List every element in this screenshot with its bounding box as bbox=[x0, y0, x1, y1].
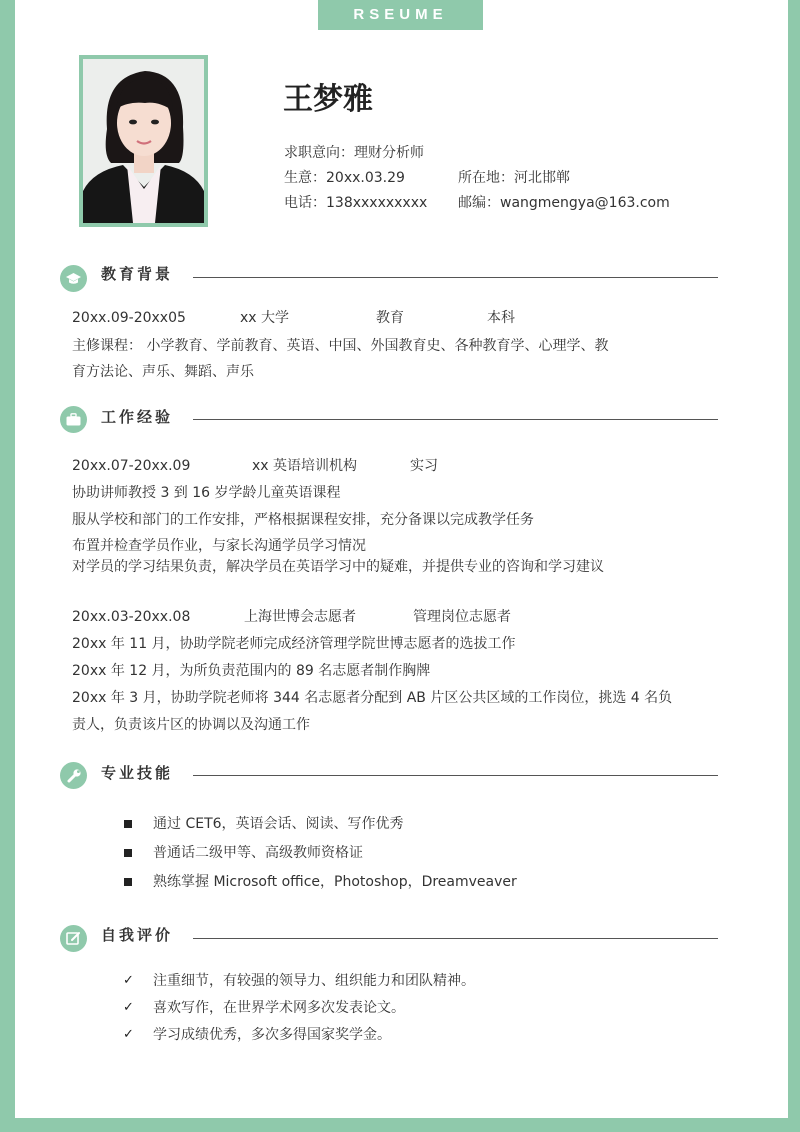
bullet-icon bbox=[124, 820, 132, 828]
job2-line: 20xx 年 12 月，为所负责范围内的 89 名志愿者制作胸牌 bbox=[72, 663, 431, 679]
skills-divider bbox=[193, 775, 718, 776]
job2-line: 20xx 年 11 月，协助学院老师完成经济管理学院世博志愿者的选拔工作 bbox=[72, 636, 516, 652]
job2-org: 上海世博会志愿者 bbox=[244, 609, 356, 625]
graduation-cap-icon bbox=[60, 265, 87, 292]
work-title: 工作经验 bbox=[101, 408, 174, 426]
self-item: 注重细节，有较强的领导力、组织能力和团队精神。 bbox=[153, 973, 475, 989]
edit-icon bbox=[60, 925, 87, 952]
skill-item: 熟练掌握 Microsoft office，Photoshop，Dreamveaver bbox=[153, 874, 517, 890]
edu-courses-2: 育方法论、声乐、舞蹈、声乐 bbox=[72, 364, 254, 380]
bullet-icon bbox=[124, 849, 132, 857]
job2-line: 20xx 年 3 月，协助学院老师将 344 名志愿者分配到 AB 片区公共区域的工作岗位，挑选 4 名负 bbox=[72, 690, 673, 706]
edu-courses-1: 主修课程： 小学教育、学前教育、英语、中国、外国教育史、各种教育学、心理学、教 bbox=[72, 338, 609, 354]
job2-role: 管理岗位志愿者 bbox=[413, 609, 511, 625]
check-icon: ✓ bbox=[123, 1000, 134, 1015]
briefcase-icon bbox=[60, 406, 87, 433]
edu-degree: 本科 bbox=[487, 310, 515, 326]
job1-line: 服从学校和部门的工作安排，严格根据课程安排，充分备课以完成教学任务 bbox=[72, 512, 534, 528]
job1-line: 协助讲师教授 3 到 16 岁学龄儿童英语课程 bbox=[72, 485, 341, 501]
skill-item: 通过 CET6，英语会话、阅读、写作优秀 bbox=[153, 816, 404, 832]
job1-line: 布置并检查学员作业，与家长沟通学员学习情况 bbox=[72, 538, 366, 554]
resume-tag: RSEUME bbox=[318, 0, 483, 30]
edu-period: 20xx.09-20xx05 bbox=[72, 310, 186, 326]
edu-major: 教育 bbox=[376, 310, 404, 326]
skills-title: 专业技能 bbox=[101, 764, 174, 782]
edu-school: xx 大学 bbox=[240, 310, 290, 326]
birth-date: 生意：20xx.03.29 bbox=[284, 170, 405, 186]
phone: 电话：138xxxxxxxxx bbox=[284, 195, 428, 211]
profile-name: 王梦雅 bbox=[283, 82, 373, 117]
check-icon: ✓ bbox=[123, 1027, 134, 1042]
check-icon: ✓ bbox=[123, 973, 134, 988]
skill-item: 普通话二级甲等、高级教师资格证 bbox=[153, 845, 363, 861]
job2-line: 责人，负责该片区的协调以及沟通工作 bbox=[72, 717, 310, 733]
email[interactable]: 邮编：wangmengya@163.com bbox=[458, 195, 670, 211]
job-intention: 求职意向：理财分析师 bbox=[284, 145, 424, 161]
self-divider bbox=[193, 938, 718, 939]
profile-photo bbox=[79, 55, 208, 227]
location: 所在地：河北邯郸 bbox=[458, 170, 570, 186]
job1-role: 实习 bbox=[410, 458, 438, 474]
job1-line: 对学员的学习结果负责，解决学员在英语学习中的疑难，并提供专业的咨询和学习建议 bbox=[72, 559, 604, 575]
self-item: 学习成绩优秀，多次多得国家奖学金。 bbox=[153, 1027, 391, 1043]
bullet-icon bbox=[124, 878, 132, 886]
education-title: 教育背景 bbox=[101, 265, 174, 283]
education-divider bbox=[193, 277, 718, 278]
self-item: 喜欢写作，在世界学术网多次发表论文。 bbox=[153, 1000, 405, 1016]
self-title: 自我评价 bbox=[101, 926, 174, 944]
job2-period: 20xx.03-20xx.08 bbox=[72, 609, 191, 625]
job1-period: 20xx.07-20xx.09 bbox=[72, 458, 191, 474]
job1-org: xx 英语培训机构 bbox=[252, 458, 358, 474]
work-divider bbox=[193, 419, 718, 420]
wrench-icon bbox=[60, 762, 87, 789]
